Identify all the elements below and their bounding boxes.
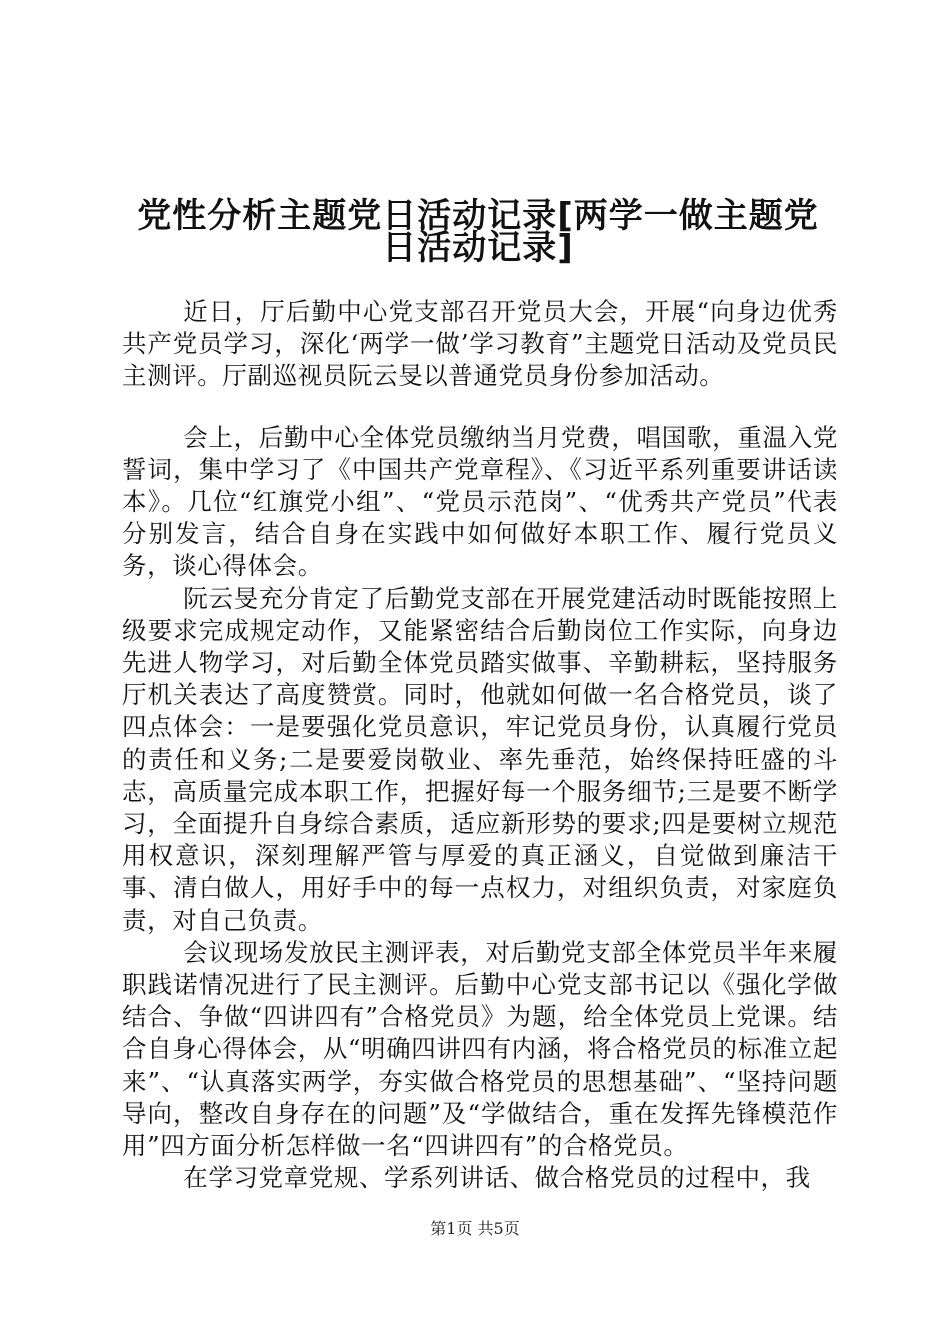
body-paragraph: 会上，后勤中心全体党员缴纳当月党费，唱国歌，重温入党誓词，集中学习了《中国共产党章程》、《习近平系列重要讲话读本》。几位“红旗党小组”、“党员示范岗”、“优秀共产党员”代表分别发言，结合自身在实践中如何做好本职工作、履行党员义务，谈心得体会。 [122, 422, 838, 581]
document-title-line-2: 日活动记录] [382, 228, 574, 268]
body-paragraph: 会议现场发放民主测评表，对后勤党支部全体党员半年来履职践诺情况进行了民主测评。后勤中心党支部书记以《强化学做结合、争做“四讲四有”合格党员》为题，给全体党员上党课。结合自身心得体会，从“明确四讲四有内涵，将合格党员的标准立起来”、“认真落实两学，夯实做合格党员的思想基础”、“坚持问题导向，整改自身存在的问题”及“学做结合，重在发挥先锋模范作用”四方面分析怎样做一名“四讲四有”的合格党员。 [122, 937, 838, 1161]
document-title-line-1: 党性分析主题党日活动记录[两学一做主题党 [137, 196, 819, 236]
body-paragraph: 在学习党章党规、学系列讲话、做合格党员的过程中，我 [183, 1163, 811, 1193]
body-paragraph: 阮云旻充分肯定了后勤党支部在开展党建活动时既能按照上级要求完成规定动作，又能紧密结合后勤岗位工作实际，向身边先进人物学习，对后勤全体党员踏实做事、辛勤耕耘，坚持服务厅机关表达了高度赞赏。同时，他就如何做一名合格党员，谈了四点体会：一是要强化党员意识，牢记党员身份，认真履行党员的责任和义务;二是要爱岗敬业、率先垂范，始终保持旺盛的斗志，高质量完成本职工作，把握好每一个服务细节;三是要不断学习，全面提升自身综合素质，适应新形势的要求;四是要树立规范用权意识，深刻理解严管与厚爱的真正涵义，自觉做到廉洁干事、清白做人，用好手中的每一点权力，对组织负责，对家庭负责，对自己负责。 [122, 583, 838, 935]
document-body [122, 296, 838, 1194]
page-number-footer: 第1页 共5页 [430, 1219, 520, 1238]
body-paragraph: 近日，厅后勤中心党支部召开党员大会，开展“向身边优秀共产党员学习，深化‘两学一做’学习教育”主题党日活动及党员民主测评。厅副巡视员阮云旻以普通党员身份参加活动。 [122, 297, 838, 391]
